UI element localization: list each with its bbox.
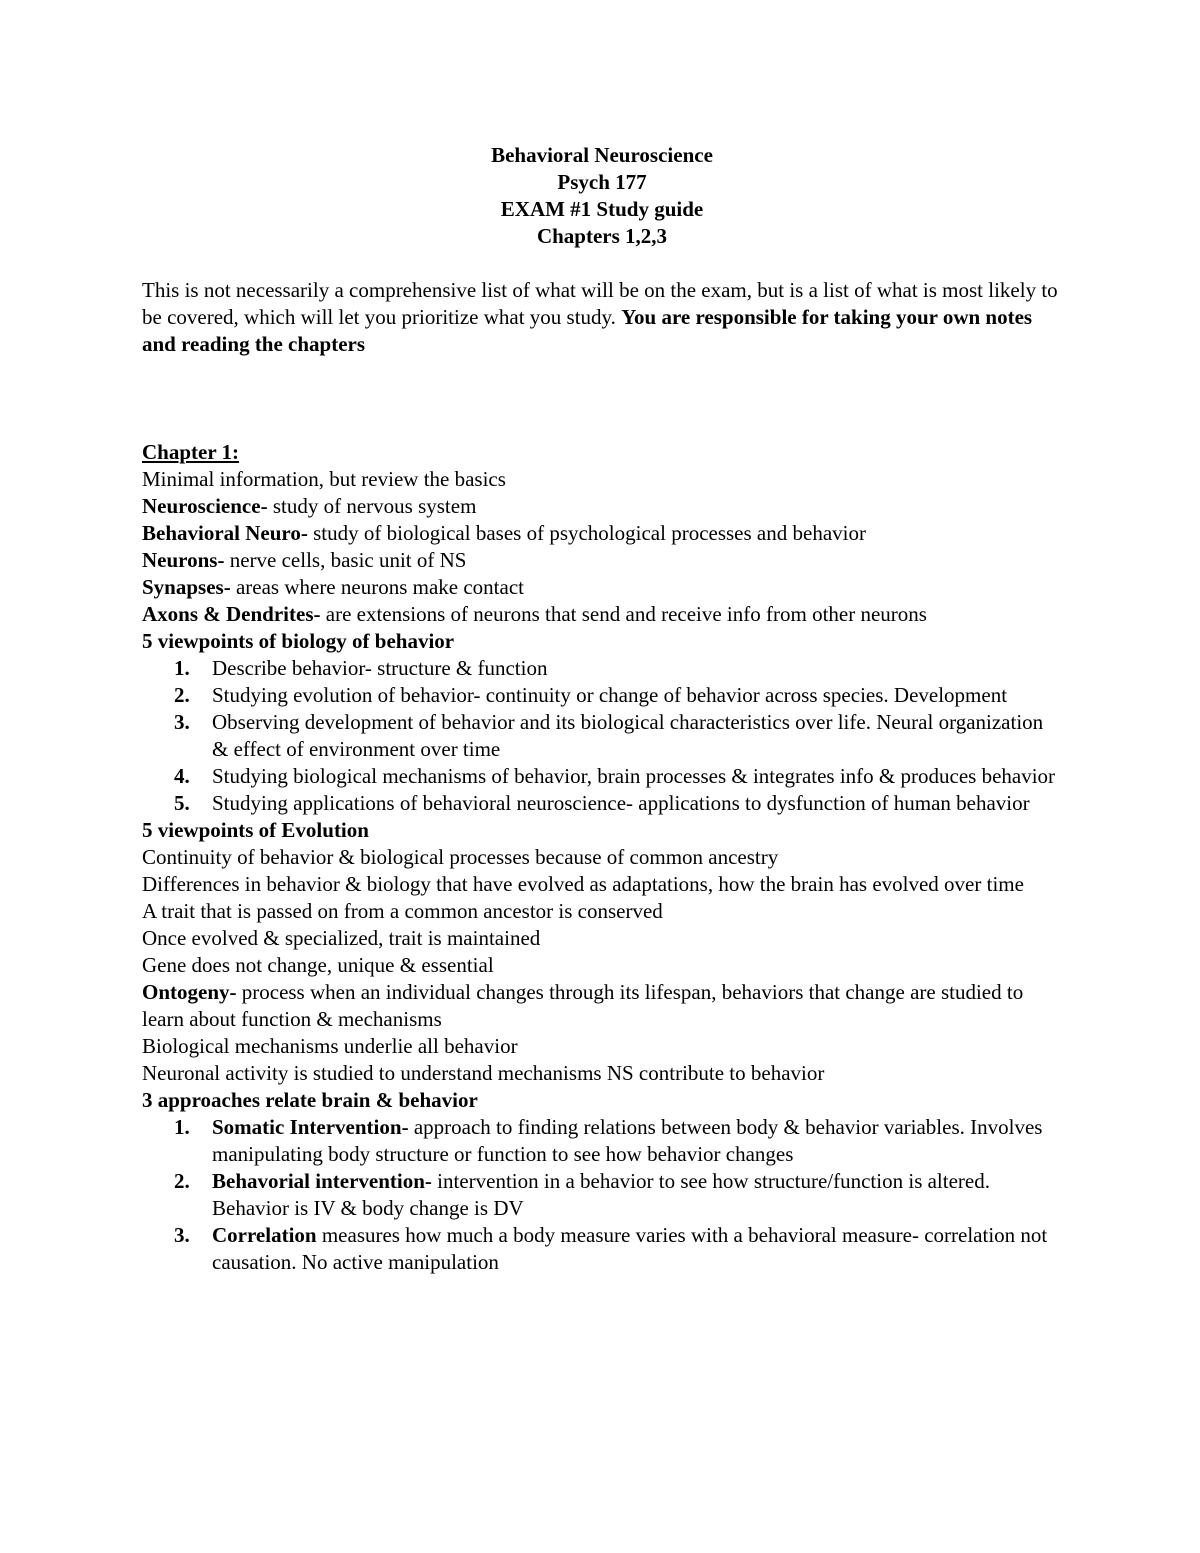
text-line: Biological mechanisms underlie all behavior [142,1034,518,1058]
term-definition: study of biological bases of psychological processes and behavior [307,521,866,545]
list-item [142,655,1062,682]
term-definition: process when an individual changes through its lifespan, behaviors that change are studied to learn about function & mechanisms [142,980,1024,1031]
section-heading [142,628,1062,655]
intro-bold-note: You are responsible for taking your own notes and reading the chapters [142,305,1033,356]
term-line [142,520,1062,547]
term: Ontogeny- [142,980,237,1004]
approaches-heading: 3 approaches relate brain & behavior [142,1088,478,1112]
list-item [142,682,1062,709]
list-number: 3. [174,710,190,734]
intro-text: This is not necessarily a comprehensive list of what will be on the exam, but is a list of what is most likely to be covered, which will let you prioritize what you study. [142,278,1058,329]
approaches-list [142,1114,1062,1276]
list-number: 4. [174,764,190,788]
list-number: 2. [174,1169,190,1193]
course-name: Behavioral Neuroscience [491,143,713,167]
chapter-1-note: Minimal information, but review the basics [142,467,506,491]
list-item-text: approach to finding relations between body & behavior variables. Involves manipulating body structure or function to see how behavior changes [212,1115,1043,1166]
list-number: 2. [174,683,190,707]
text-line: Gene does not change, unique & essential [142,953,494,977]
term-line [142,547,1062,574]
term: Behavioral Neuro- [142,521,308,545]
term-definition: nerve cells, basic unit of NS [224,548,467,572]
list-item-text: Studying evolution of behavior- continuity or change of behavior across species. Development [212,683,1008,707]
list-number: 5. [174,791,190,815]
evolution-heading: 5 viewpoints of Evolution [142,818,369,842]
chapter-1-heading: Chapter 1: [142,440,240,464]
list-item [142,1222,1062,1276]
text-line: Once evolved & specialized, trait is maintained [142,926,541,950]
exam-title: EXAM #1 Study guide [500,197,704,221]
list-item-text: Studying applications of behavioral neuroscience- applications to dysfunction of human behavior [212,791,1030,815]
document-page [142,142,1062,1276]
list-number: 1. [174,656,190,680]
list-item [142,1168,1062,1222]
list-number: 1. [174,1115,190,1139]
viewpoints-heading: 5 viewpoints of biology of behavior [142,629,455,653]
term: Neurons- [142,548,225,572]
text-line: Continuity of behavior & biological processes because of common ancestry [142,845,779,869]
list-item-text: intervention in a behavior to see how structure/function is altered. Behavior is IV & body change is DV [212,1169,990,1220]
document-title [142,142,1062,250]
course-number: Psych 177 [557,170,647,194]
chapters-range: Chapters 1,2,3 [536,224,668,248]
term-line [142,574,1062,601]
list-item [142,763,1062,790]
term: Axons & Dendrites- [142,602,321,626]
text-line: Differences in behavior & biology that have evolved as adaptations, how the brain has evolved over time [142,872,1024,896]
list-item [142,790,1062,817]
term-definition: study of nervous system [267,494,477,518]
term: Synapses- [142,575,231,599]
intro-paragraph [142,277,1062,358]
list-item-term: Correlation [212,1223,317,1247]
list-item-text: Studying biological mechanisms of behavior, brain processes & integrates info & produces behavior [212,764,1056,788]
list-item-term: Behavorial intervention- [212,1169,432,1193]
list-item-term: Somatic Intervention- [212,1115,409,1139]
term-line [142,601,1062,628]
section-heading [142,1087,1062,1114]
text-line: Neuronal activity is studied to understand mechanisms NS contribute to behavior [142,1061,825,1085]
list-item-text: Observing development of behavior and its biological characteristics over life. Neural organization & effect of environment over time [212,710,1044,761]
term: Neuroscience- [142,494,268,518]
list-item-text: Describe behavior- structure & function [212,656,548,680]
text-line: A trait that is passed on from a common ancestor is conserved [142,899,663,923]
term-definition: are extensions of neurons that send and receive info from other neurons [320,602,927,626]
section-heading [142,817,1062,844]
term-definition: areas where neurons make contact [230,575,524,599]
list-item [142,709,1062,763]
list-number: 3. [174,1223,190,1247]
viewpoints-list [142,655,1062,817]
list-item [142,1114,1062,1168]
list-item-text: measures how much a body measure varies with a behavioral measure- correlation not causation. No active manipulation [212,1223,1048,1274]
term-line [142,979,1062,1033]
term-line [142,493,1062,520]
